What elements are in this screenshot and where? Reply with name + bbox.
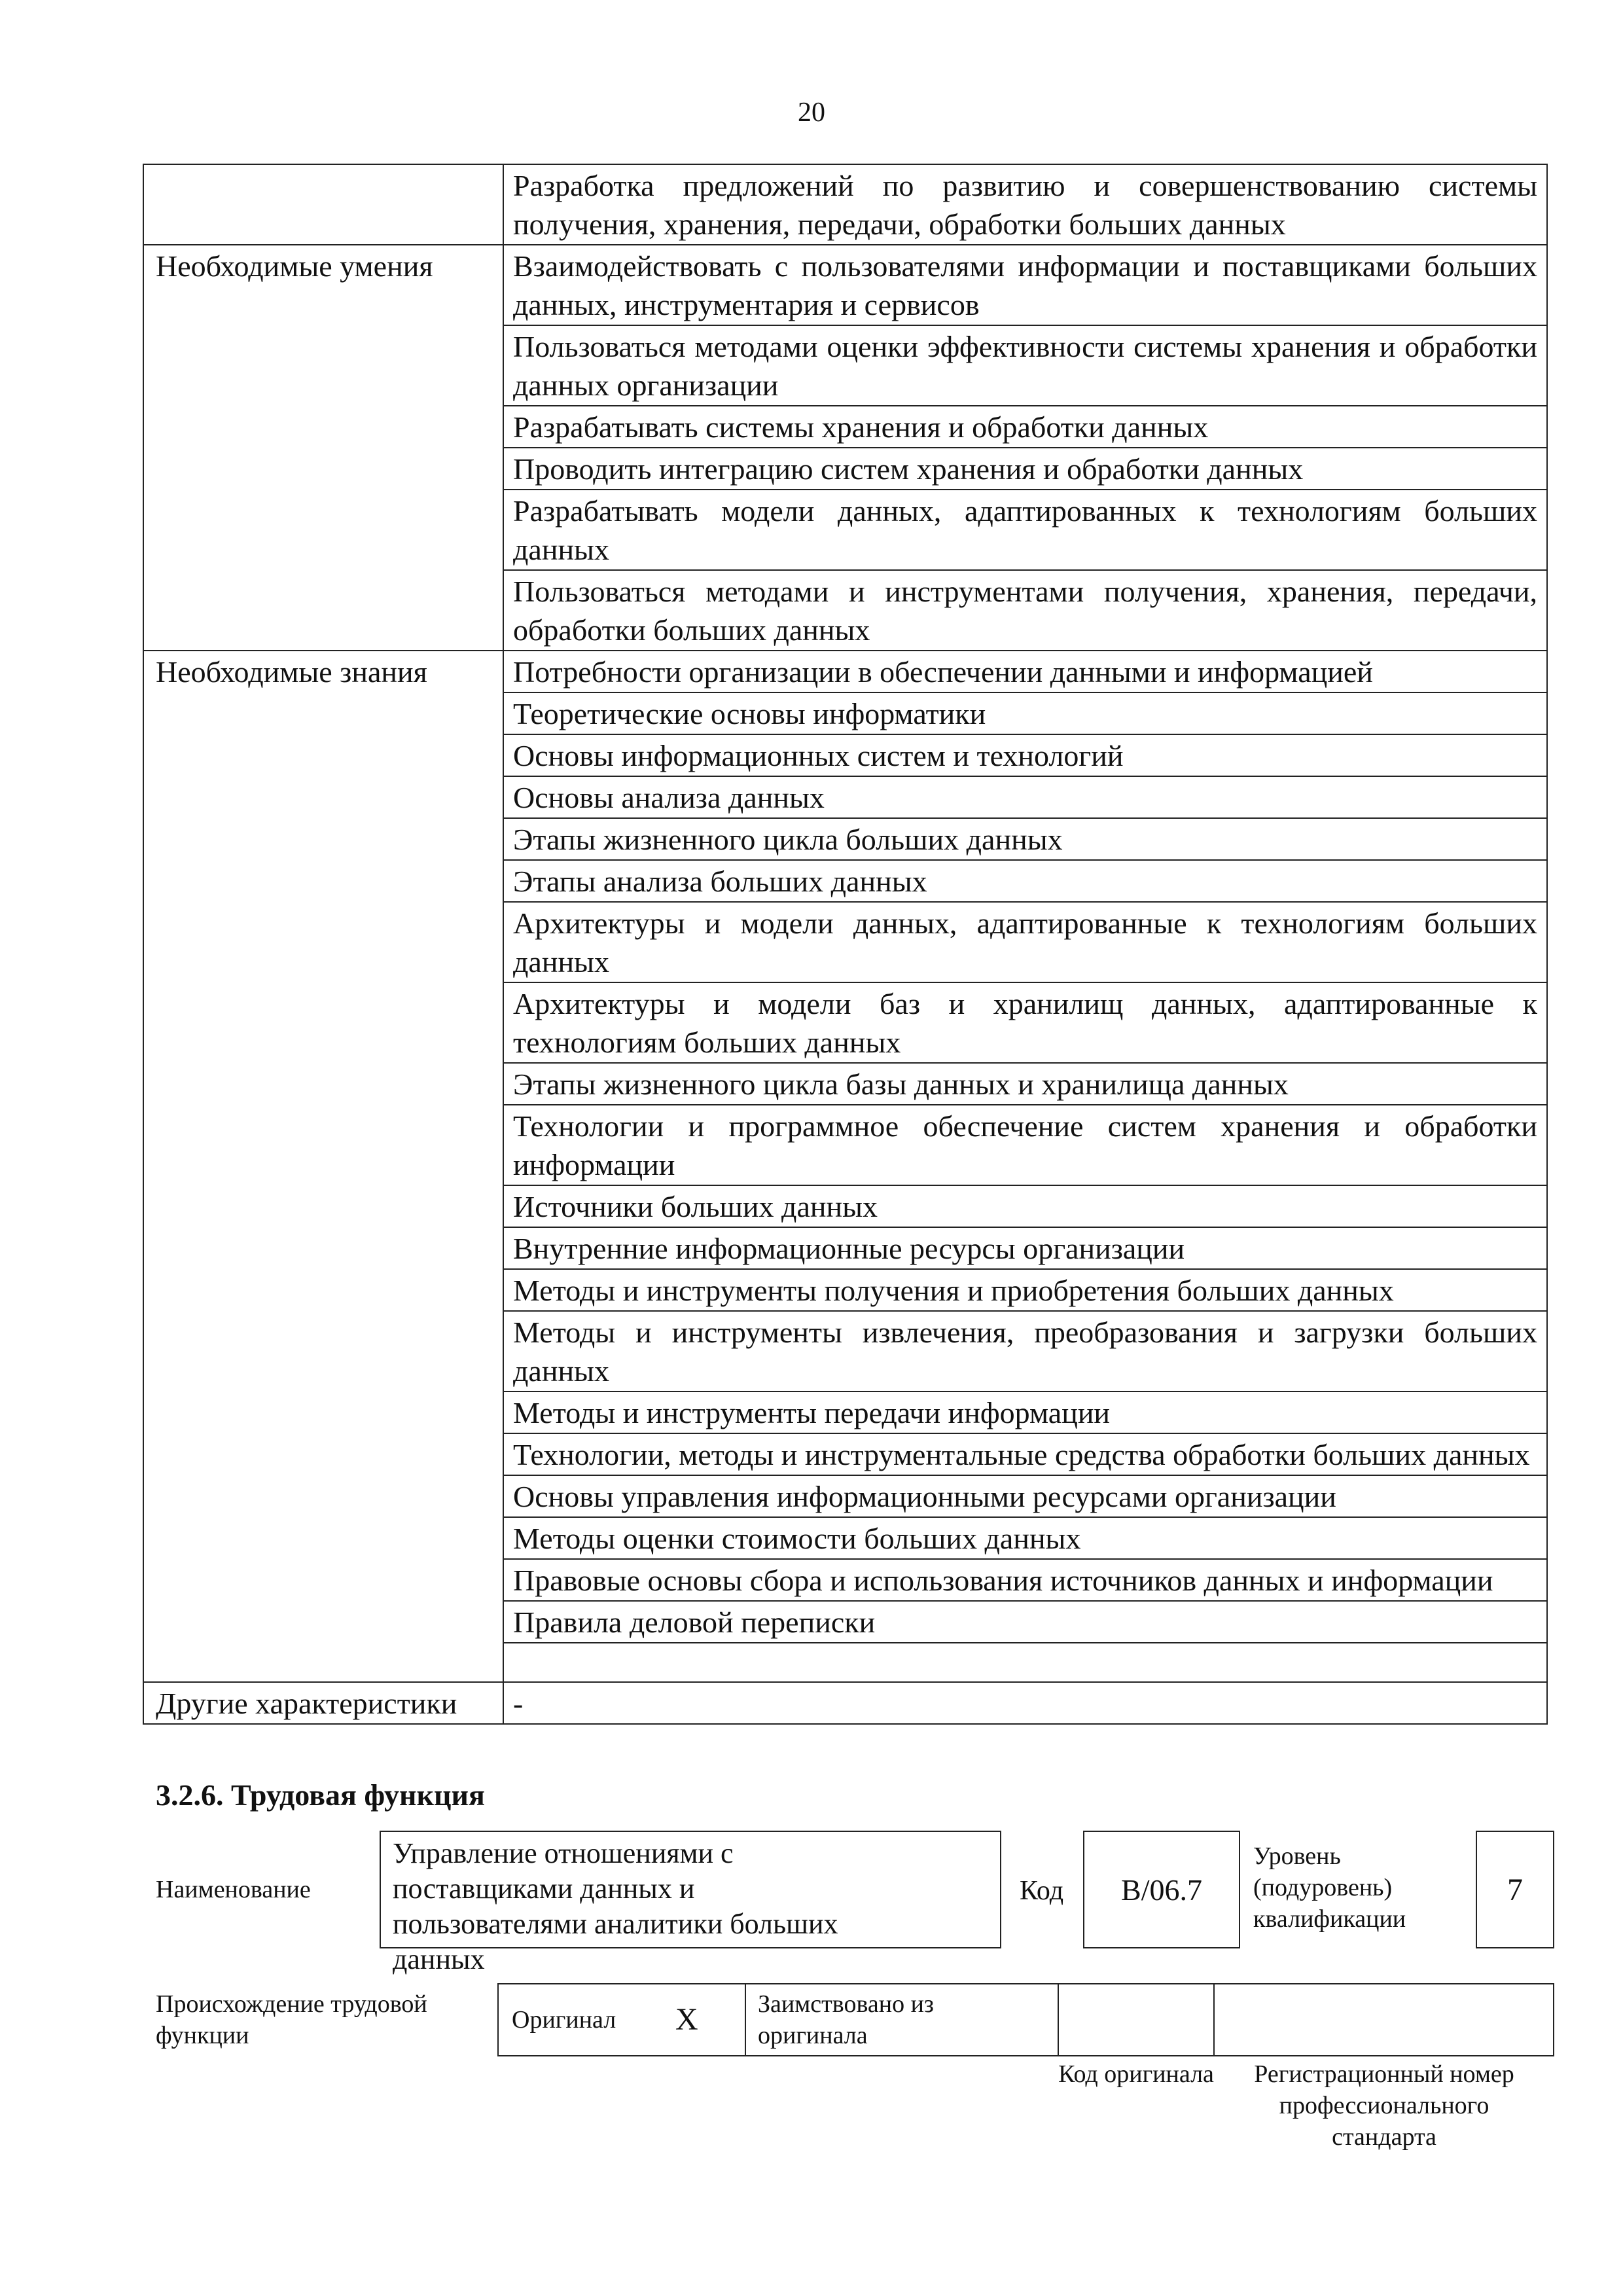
- reg-number-caption: Регистрационный номер профессионального стандарта: [1254, 2060, 1514, 2151]
- level-label: Уровень (подуровень) квалификации: [1253, 1842, 1406, 1933]
- row-text: Этапы жизненного цикла базы данных и хранилища данных: [503, 1063, 1547, 1105]
- borrowed-cell: [745, 1983, 1059, 2056]
- original-mark: X: [675, 2002, 698, 2037]
- reg-number-cell: [1213, 1983, 1554, 2056]
- row-text: Методы и инструменты получения и приобретения больших данных: [503, 1269, 1547, 1311]
- row-text: Проводить интеграцию систем хранения и обработки данных: [503, 448, 1547, 490]
- table-row: [143, 651, 1547, 692]
- row-text: Технологии и программное обеспечение систем хранения и обработки информации: [503, 1105, 1547, 1185]
- row-text: -: [503, 1682, 1547, 1724]
- table-row: [143, 164, 1547, 245]
- table-row: [143, 245, 1547, 325]
- row-text: Внутренние информационные ресурсы организации: [503, 1227, 1547, 1269]
- row-text: Разрабатывать модели данных, адаптированных к технологиям больших данных: [503, 490, 1547, 570]
- row-text: Архитектуры и модели баз и хранилищ данных, адаптированные к технологиям больших данных: [503, 982, 1547, 1063]
- level-value: 7: [1476, 1831, 1554, 1948]
- row-text: Методы и инструменты извлечения, преобразования и загрузки больших данных: [503, 1311, 1547, 1391]
- row-text: Основы управления информационными ресурсами организации: [503, 1475, 1547, 1517]
- row-text: Этапы жизненного цикла больших данных: [503, 818, 1547, 860]
- row-text: Разрабатывать системы хранения и обработки данных: [503, 406, 1547, 448]
- row-text: Основы анализа данных: [503, 776, 1547, 818]
- row-text: Основы информационных систем и технологий: [503, 734, 1547, 776]
- row-text: Правила деловой переписки: [503, 1601, 1547, 1643]
- code-label: Код: [1020, 1876, 1064, 1906]
- row-text: Потребности организации в обеспечении данными и информацией: [503, 651, 1547, 692]
- code-original-caption: Код оригинала: [1058, 2060, 1214, 2088]
- row-text: Пользоваться методами и инструментами получения, хранения, передачи, обработки больших данных: [503, 570, 1547, 651]
- table-row: [143, 1682, 1547, 1724]
- original-label: Оригинал: [512, 2006, 616, 2034]
- row-label: Необходимые знания: [143, 651, 503, 1682]
- row-text: Взаимодействовать с пользователями информации и поставщиками больших данных, инструментария и сервисов: [503, 245, 1547, 325]
- borrowed-label: Заимствовано из оригинала: [758, 1990, 934, 2049]
- requirements-table: [143, 164, 1548, 1725]
- name-value-box: [380, 1831, 1001, 1975]
- row-text: Методы оценки стоимости больших данных: [503, 1517, 1547, 1559]
- row-text: Теоретические основы информатики: [503, 692, 1547, 734]
- name-value: Управление отношениями с поставщиками данных и пользователями аналитики больших данных: [393, 1837, 838, 1975]
- row-label: Необходимые умения: [143, 245, 503, 651]
- origin-label: Происхождение трудовой функции: [156, 1990, 427, 2049]
- row-label: Другие характеристики: [143, 1682, 503, 1724]
- row-text: Методы и инструменты передачи информации: [503, 1391, 1547, 1433]
- row-text: Пользоваться методами оценки эффективности системы хранения и обработки данных организации: [503, 325, 1547, 406]
- row-text: Технологии, методы и инструментальные средства обработки больших данных: [503, 1433, 1547, 1475]
- row-text: Правовые основы сбора и использования источников данных и информации: [503, 1559, 1547, 1601]
- row-label: [143, 164, 503, 245]
- section-heading: 3.2.6. Трудовая функция: [156, 1778, 485, 1812]
- original-cell: [497, 1983, 746, 2056]
- code-value: B/06.7: [1083, 1831, 1240, 1948]
- row-text: Этапы анализа больших данных: [503, 860, 1547, 902]
- row-text: Разработка предложений по развитию и совершенствованию системы получения, хранения, передачи, обработки больших данных: [503, 164, 1547, 245]
- code-original-cell: [1058, 1983, 1215, 2056]
- row-text: [503, 1643, 1547, 1682]
- row-text: Архитектуры и модели данных, адаптированные к технологиям больших данных: [503, 902, 1547, 982]
- name-label: Наименование: [156, 1876, 311, 1903]
- row-text: Источники больших данных: [503, 1185, 1547, 1227]
- page-number: 20: [798, 98, 825, 128]
